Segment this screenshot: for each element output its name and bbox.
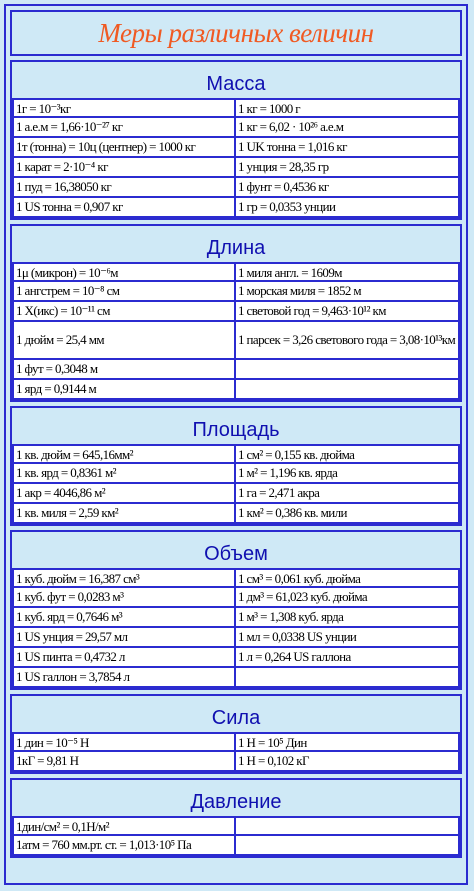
- table-cell: 1μ (микрон) = 10⁻⁶м: [12, 262, 236, 282]
- table-cell: 1 пуд = 16,38050 кг: [12, 178, 236, 198]
- measures-table: [4, 4, 468, 885]
- table-row: [12, 444, 460, 464]
- table-row: [12, 380, 460, 400]
- table-row: [12, 484, 460, 504]
- table-cell: 1 карат = 2·10⁻⁴ кг: [12, 158, 236, 178]
- table-cell: 1 см³ = 0,061 куб. дюйма: [236, 568, 460, 588]
- table-cell: 1 гр = 0,0353 унции: [236, 198, 460, 218]
- table-cell: 1 акр = 4046,86 м²: [12, 484, 236, 504]
- table-cell: 1 морская миля = 1852 м: [236, 282, 460, 302]
- table-row: [12, 360, 460, 380]
- table-cell: 1 а.е.м = 1,66·10⁻²⁷ кг: [12, 118, 236, 138]
- table-row: [12, 816, 460, 836]
- table-cell: 1 дин = 10⁻⁵ Н: [12, 732, 236, 752]
- section-heading: Масса: [206, 73, 266, 95]
- table-cell: [236, 380, 460, 400]
- section-heading: Объем: [204, 543, 268, 565]
- table-cell: 1 км² = 0,386 кв. мили: [236, 504, 460, 524]
- table-cell: 1 дюйм = 25,4 мм: [12, 322, 236, 360]
- table-cell: 1дин/см² = 0,1Н/м²: [12, 816, 236, 836]
- table-cell: 1 м³ = 1,308 куб. ярда: [236, 608, 460, 628]
- table-row: [12, 836, 460, 856]
- table-row: [12, 98, 460, 118]
- table-cell: 1 миля англ. = 1609м: [236, 262, 460, 282]
- section-heading: Давление: [190, 791, 282, 813]
- table-cell: 1 US тонна = 0,907 кг: [12, 198, 236, 218]
- table-row: [12, 282, 460, 302]
- table-cell: 1атм = 760 мм.рт. ст. = 1,013·10⁵ Па: [12, 836, 236, 856]
- table-row: [12, 262, 460, 282]
- table-cell: 1 унция = 28,35 гр: [236, 158, 460, 178]
- table-cell: 1 ангстрем = 10⁻⁸ см: [12, 282, 236, 302]
- table-cell: 1 парсек = 3,26 светового года = 3,08·10¹³км: [236, 322, 460, 360]
- table-row: [12, 568, 460, 588]
- table-row: [12, 322, 460, 360]
- table-cell: 1 фунт = 0,4536 кг: [236, 178, 460, 198]
- table-row: [12, 628, 460, 648]
- table-row: [12, 118, 460, 138]
- table-cell: 1 US галлон = 3,7854 л: [12, 668, 236, 688]
- table-cell: 1 US унция = 29,57 мл: [12, 628, 236, 648]
- table-cell: [236, 360, 460, 380]
- table-cell: [236, 816, 460, 836]
- table-cell: 1 дм³ = 61,023 куб. дюйма: [236, 588, 460, 608]
- table-cell: 1 мл = 0,0338 US унции: [236, 628, 460, 648]
- page-title: Меры различных величин: [10, 10, 462, 56]
- table-cell: 1 га = 2,471 акра: [236, 484, 460, 504]
- table-row: [12, 158, 460, 178]
- table-row: [12, 138, 460, 158]
- table-cell: 1 ярд = 0,9144 м: [12, 380, 236, 400]
- table-row: [12, 198, 460, 218]
- section: [10, 406, 462, 526]
- table-cell: 1 световой год = 9,463·10¹² км: [236, 302, 460, 322]
- table-cell: 1 куб. ярд = 0,7646 м³: [12, 608, 236, 628]
- section: [10, 694, 462, 774]
- table-row: [12, 302, 460, 322]
- table-cell: 1 фут = 0,3048 м: [12, 360, 236, 380]
- table-row: [12, 648, 460, 668]
- table-cell: 1 кг = 1000 г: [236, 98, 460, 118]
- table-row: [12, 668, 460, 688]
- table-cell: 1г = 10⁻³кг: [12, 98, 236, 118]
- table-cell: 1 куб. фут = 0,0283 м³: [12, 588, 236, 608]
- table-cell: 1 кв. дюйм = 645,16мм²: [12, 444, 236, 464]
- table-cell: 1 US пинта = 0,4732 л: [12, 648, 236, 668]
- table-cell: 1 Н = 0,102 кГ: [236, 752, 460, 772]
- section: [10, 778, 462, 858]
- table-row: [12, 588, 460, 608]
- section: [10, 530, 462, 690]
- table-cell: 1 UK тонна = 1,016 кг: [236, 138, 460, 158]
- table-row: [12, 608, 460, 628]
- table-cell: [236, 836, 460, 856]
- table-cell: 1 кв. ярд = 0,8361 м²: [12, 464, 236, 484]
- table-cell: 1 кв. миля = 2,59 км²: [12, 504, 236, 524]
- table-row: [12, 752, 460, 772]
- table-cell: 1 кг = 6,02 · 10²⁶ а.е.м: [236, 118, 460, 138]
- table-cell: 1 X(икс) = 10⁻¹¹ см: [12, 302, 236, 322]
- section: [10, 224, 462, 402]
- section-heading: Длина: [206, 237, 266, 259]
- table-row: [12, 464, 460, 484]
- table-cell: 1 м² = 1,196 кв. ярда: [236, 464, 460, 484]
- table-cell: 1 л = 0,264 US галлона: [236, 648, 460, 668]
- table-row: [12, 178, 460, 198]
- table-cell: 1 см² = 0,155 кв. дюйма: [236, 444, 460, 464]
- table-cell: 1т (тонна) = 10ц (центнер) = 1000 кг: [12, 138, 236, 158]
- section-heading: Сила: [211, 707, 261, 729]
- table-row: [12, 504, 460, 524]
- table-cell: 1 куб. дюйм = 16,387 см³: [12, 568, 236, 588]
- table-row: [12, 732, 460, 752]
- section-heading: Площадь: [192, 419, 280, 441]
- table-cell: 1 Н = 10⁵ Дин: [236, 732, 460, 752]
- section: [10, 60, 462, 220]
- table-cell: 1кГ = 9,81 Н: [12, 752, 236, 772]
- table-cell: [236, 668, 460, 688]
